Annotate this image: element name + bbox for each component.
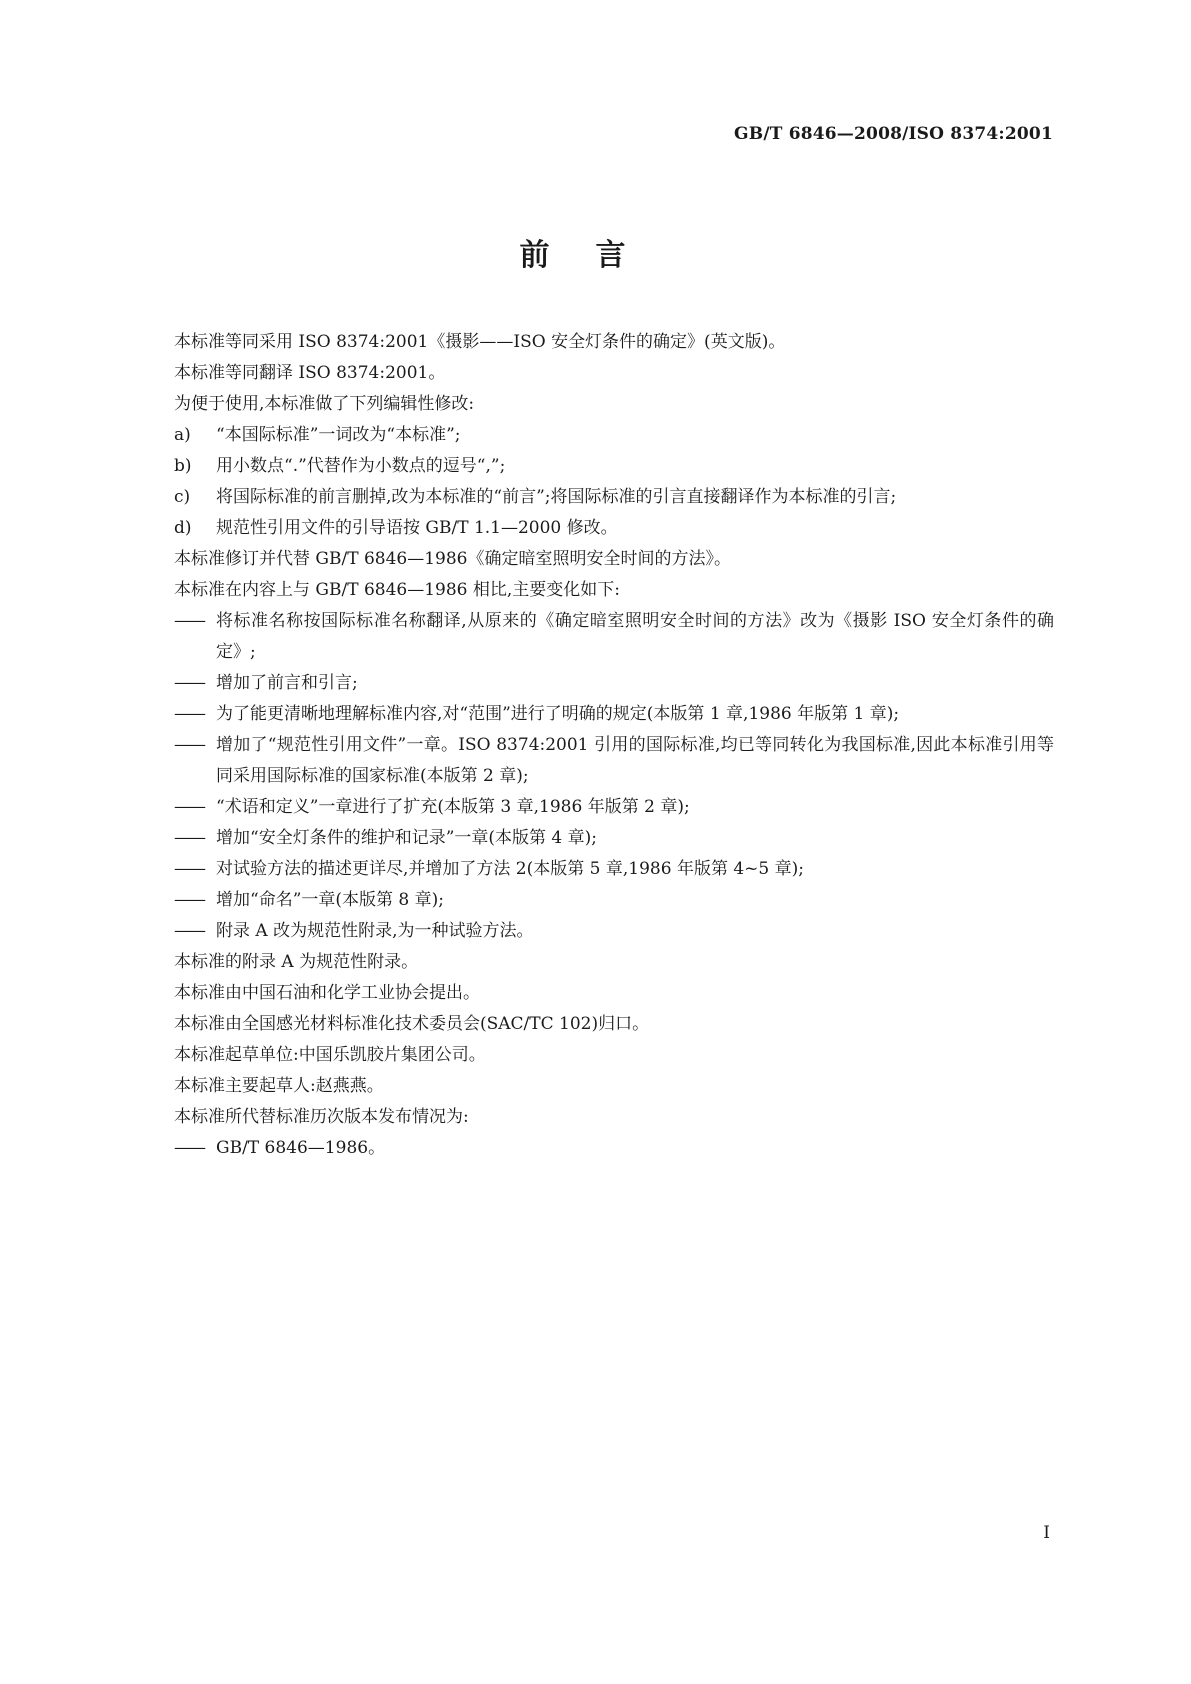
change-list-item [174, 668, 1054, 699]
dash-marker: —— [174, 890, 204, 910]
paragraph: 本标准修订并代替 GB/T 6846—1986《确定暗室照明安全时间的方法》。 [174, 549, 731, 569]
change-text: 为了能更清晰地理解标准内容,对“范围”进行了明确的规定(本版第 1 章,1986 年版第 1 章); [216, 704, 900, 724]
edit-list-item [174, 451, 1054, 482]
dash-marker: —— [174, 921, 204, 941]
change-text: 增加了“规范性引用文件”一章。ISO 8374:2001 引用的国际标准,均已等同转化为我国标准,因此本标准引用等同采用国际标准的国家标准(本版第 2 章); [216, 735, 1054, 786]
paragraph: 为便于使用,本标准做了下列编辑性修改: [174, 394, 475, 414]
list-item-text: 将国际标准的前言删掉,改为本标准的“前言”;将国际标准的引言直接翻译作为本标准的引言; [216, 487, 897, 507]
change-list-item [174, 823, 1054, 854]
change-list-item [174, 854, 1054, 885]
paragraph: 本标准起草单位:中国乐凯胶片集团公司。 [174, 1045, 486, 1065]
paragraph: 本标准主要起草人:赵燕燕。 [174, 1076, 384, 1096]
list-item-text: 用小数点“.”代替作为小数点的逗号“,”; [216, 456, 506, 476]
paragraph: 本标准由中国石油和化学工业协会提出。 [174, 983, 480, 1003]
change-text: 增加“命名”一章(本版第 8 章); [216, 890, 444, 910]
change-text: 增加了前言和引言; [216, 673, 358, 693]
dash-marker: —— [174, 735, 204, 755]
change-text: 将标准名称按国际标准名称翻译,从原来的《确定暗室照明安全时间的方法》改为《摄影 ISO 安全灯条件的确定》; [216, 611, 1054, 662]
dash-marker: —— [174, 828, 204, 848]
dash-marker: —— [174, 1138, 204, 1158]
dash-marker: —— [174, 797, 204, 817]
list-marker: b) [174, 456, 192, 476]
edit-list-item [174, 513, 1054, 544]
change-list-item [174, 792, 1054, 823]
history-list-item [174, 1133, 1054, 1164]
dash-marker: —— [174, 611, 204, 631]
paragraph: 本标准等同采用 ISO 8374:2001《摄影——ISO 安全灯条件的确定》(英文版)。 [174, 332, 786, 352]
dash-marker: —— [174, 673, 204, 693]
paragraph: 本标准在内容上与 GB/T 6846—1986 相比,主要变化如下: [174, 580, 621, 600]
list-item-text: 规范性引用文件的引导语按 GB/T 1.1—2000 修改。 [216, 518, 618, 538]
paragraph: 本标准等同翻译 ISO 8374:2001。 [174, 363, 446, 383]
list-marker: a) [174, 425, 191, 445]
edit-list-item [174, 482, 1054, 513]
paragraph: 本标准所代替标准历次版本发布情况为: [174, 1107, 469, 1127]
list-marker: d) [174, 518, 192, 538]
change-list-item [174, 916, 1054, 947]
history-text: GB/T 6846—1986。 [216, 1138, 386, 1158]
change-text: “术语和定义”一章进行了扩充(本版第 3 章,1986 年版第 2 章); [216, 797, 690, 817]
page-title: 前言 [519, 238, 672, 273]
paragraph: 本标准的附录 A 为规范性附录。 [174, 952, 419, 972]
change-text: 附录 A 改为规范性附录,为一种试验方法。 [216, 921, 534, 941]
edit-list-item [174, 420, 1054, 451]
list-item-text: “本国际标准”一词改为“本标准”; [216, 425, 461, 445]
change-text: 对试验方法的描述更详尽,并增加了方法 2(本版第 5 章,1986 年版第 4~5 章); [216, 859, 804, 879]
change-list-item [174, 699, 1054, 730]
standard-number-header: GB/T 6846—2008/ISO 8374:2001 [734, 124, 1053, 144]
dash-marker: —— [174, 704, 204, 724]
page-number: I [1043, 1523, 1050, 1543]
change-text: 增加“安全灯条件的维护和记录”一章(本版第 4 章); [216, 828, 597, 848]
change-list-item [174, 885, 1054, 916]
paragraph: 本标准由全国感光材料标准化技术委员会(SAC/TC 102)归口。 [174, 1014, 650, 1034]
foreword-body [174, 327, 1054, 1164]
dash-marker: —— [174, 859, 204, 879]
change-list-item [174, 606, 1054, 668]
list-marker: c) [174, 487, 191, 507]
change-list-item [174, 730, 1054, 792]
